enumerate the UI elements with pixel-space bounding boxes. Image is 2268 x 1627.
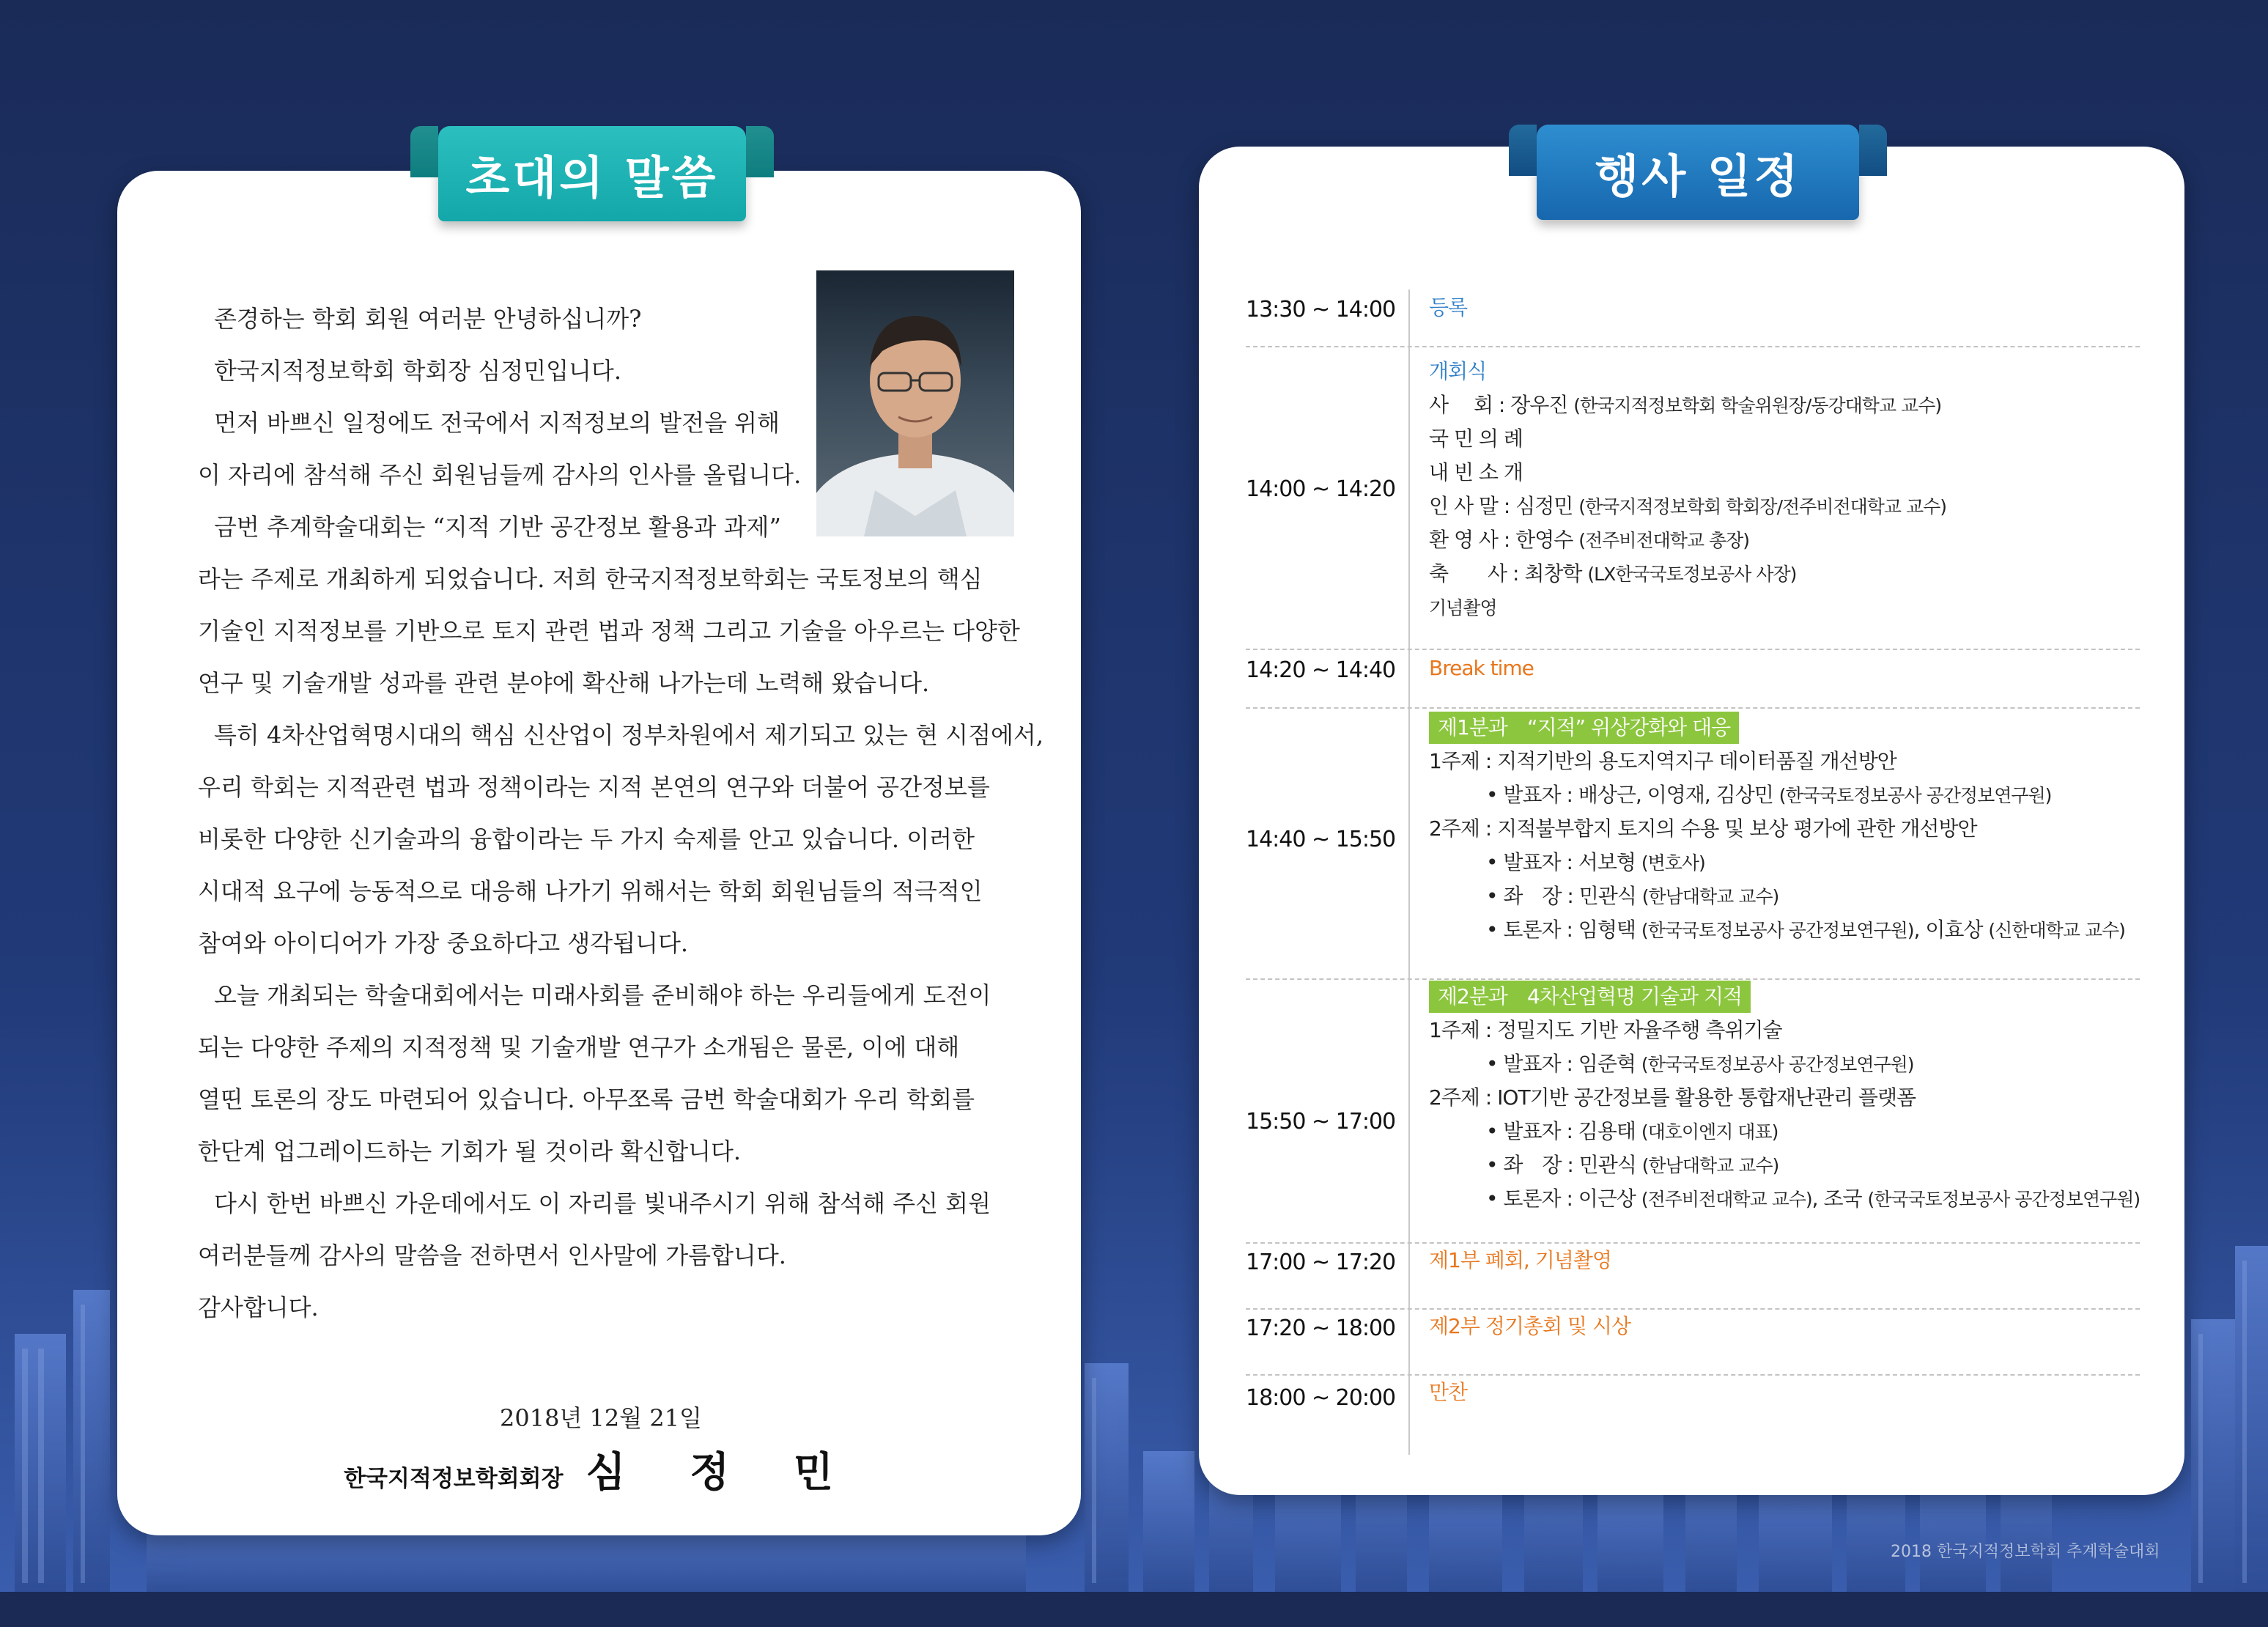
schedule-line (1429, 1081, 2140, 1115)
schedule-time: 17:00 ~ 17:20 (1246, 1250, 1396, 1275)
schedule-affiliation: (전주비전대학교 총장) (1578, 530, 1750, 551)
schedule-line (1429, 388, 1946, 422)
schedule-line-text: 2주제 : 지적불부합지 토지의 수용 및 보상 평가에 관한 개선방안 (1429, 816, 1977, 841)
schedule-line-text: Break time (1429, 656, 1534, 680)
letter-line: 여러분들께 감사의 말씀을 전하면서 인사말에 가름합니다. (198, 1242, 786, 1269)
signer-name: 심 정 민 (586, 1448, 858, 1497)
schedule-line (1429, 1014, 2140, 1047)
schedule-line (1429, 652, 1534, 685)
schedule-line-text: • 좌 장 : 민관식 (1486, 1153, 1642, 1177)
schedule-line (1429, 523, 1946, 557)
schedule-affiliation: (한국국토정보공사 공간정보연구원) (1641, 920, 1914, 941)
letter-line: 존경하는 학회 회원 여러분 안녕하십니까? (214, 305, 642, 333)
welcome-letter-body (198, 293, 1044, 1334)
schedule-time: 14:40 ~ 15:50 (1246, 827, 1396, 852)
schedule-line-text: 만찬 (1429, 1380, 1468, 1404)
schedule-line (1429, 1310, 1630, 1343)
schedule-line-text: 1주제 : 정밀지도 기반 자율주행 측위기술 (1429, 1018, 1782, 1042)
schedule-line-text: 개회식 (1429, 359, 1487, 383)
schedule-row-divider (1246, 978, 2140, 980)
schedule-time: 14:20 ~ 14:40 (1246, 657, 1396, 683)
schedule-line (1429, 913, 2125, 947)
schedule-line (1429, 291, 1467, 325)
schedule-line (1429, 1148, 2140, 1182)
schedule-affiliation: (신한대학교 교수) (1988, 920, 2125, 941)
signature-line (198, 1440, 1004, 1499)
schedule-content (1429, 1376, 1467, 1409)
schedule-line-text: 내 빈 소 개 (1429, 460, 1523, 484)
schedule-divider (1408, 289, 1410, 1455)
schedule-line-text: • 발표자 : 서보형 (1486, 850, 1641, 874)
schedule-line (1429, 557, 1946, 591)
schedule-row-divider (1246, 1242, 2140, 1244)
schedule-line-text: 2주제 : IOT기반 공간정보를 활용한 통합재난관리 플랫폼 (1429, 1085, 1916, 1110)
schedule-content (1429, 1310, 1630, 1343)
letter-line: 시대적 요구에 능동적으로 대응해 나가기 위해서는 학회 회원님들의 적극적인 (198, 877, 983, 905)
schedule-time: 17:20 ~ 18:00 (1246, 1316, 1396, 1341)
schedule-row-divider (1246, 707, 2140, 709)
schedule-tab-header: 행사 일정 (1537, 125, 1859, 220)
schedule-line (1429, 1115, 2140, 1148)
schedule-affiliation: (한남대학교 교수) (1641, 886, 1779, 907)
schedule-row-divider (1246, 1374, 2140, 1376)
schedule-affiliation: (한국국토정보공사 공간정보연구원) (1867, 1189, 2140, 1210)
footer-event-name: 2018 한국지적정보학회 추계학술대회 (1891, 1543, 2160, 1561)
schedule-content (1429, 980, 2140, 1216)
schedule-line-text: 사 회 : 장우진 (1429, 393, 1574, 417)
letter-line: 참여와 아이디어가 가장 중요하다고 생각됩니다. (198, 929, 689, 957)
letter-date: 2018년 12월 21일 (500, 1404, 702, 1432)
schedule-content (1429, 711, 2125, 947)
schedule-line (1429, 1376, 1467, 1409)
schedule-line-text: 1주제 : 지적기반의 용도지역지구 데이터품질 개선방안 (1429, 749, 1896, 773)
schedule-line (1429, 456, 1946, 490)
schedule-line-text: , 이효상 (1913, 918, 1989, 942)
letter-line: 되는 다양한 주제의 지적정책 및 기술개발 연구가 소개됨은 물론, 이에 대해 (198, 1033, 960, 1061)
schedule-line (1429, 355, 1946, 388)
schedule-line-text: • 토론자 : 임형택 (1486, 918, 1641, 942)
letter-line: 한국지적정보학회 학회장 심정민입니다. (214, 357, 622, 385)
letter-line: 먼저 바쁘신 일정에도 전국에서 지적정보의 발전을 위해 (214, 409, 780, 437)
schedule-affiliation: (한국지적정보학회 학회장/전주비전대학교 교수) (1578, 496, 1947, 517)
letter-line: 열띤 토론의 장도 마련되어 있습니다. 아무쪼록 금번 학술대회가 우리 학회를 (198, 1085, 975, 1113)
signer-title: 한국지적정보학회회장 (344, 1466, 564, 1492)
schedule-line-text: • 좌 장 : 민관식 (1486, 884, 1642, 908)
schedule-line-text: • 발표자 : 임준혁 (1486, 1052, 1641, 1076)
letter-line: 다시 한번 바쁘신 가운데에서도 이 자리를 빛내주시기 위해 참석해 주신 회원 (214, 1189, 991, 1217)
schedule-affiliation: (한국국토정보공사 공간정보연구원) (1778, 785, 2052, 806)
schedule-line-text: 제1부 폐회, 기념촬영 (1429, 1248, 1611, 1272)
schedule-line-text: , 조국 (1811, 1187, 1868, 1211)
letter-line: 우리 학회는 지적관련 법과 정책이라는 지적 본연의 연구와 더불어 공간정보를 (198, 773, 990, 801)
letter-line: 특히 4차산업혁명시대의 핵심 신산업이 정부차원에서 제기되고 있는 현 시점에서, (214, 721, 1044, 749)
schedule-affiliation: (변호사) (1641, 852, 1705, 874)
letter-line: 금번 추계학술대회는 “지적 기반 공간정보 활용과 과제” (214, 513, 781, 541)
schedule-line-text: 축 사 : 최창학 (1429, 561, 1588, 586)
schedule-row-divider (1246, 649, 2140, 650)
schedule-line (1429, 591, 1946, 624)
letter-line: 연구 및 기술개발 성과를 관련 분야에 확산해 나가는데 노력해 왔습니다. (198, 669, 930, 697)
schedule-line (1429, 1047, 2140, 1081)
bottom-bar (0, 1592, 2268, 1627)
letter-line: 기술인 지적정보를 기반으로 토지 관련 법과 정책 그리고 기술을 아우르는 다양한 (198, 617, 1020, 645)
schedule-line (1429, 879, 2125, 913)
schedule-line-text: • 발표자 : 김용태 (1486, 1119, 1641, 1143)
schedule-line-text: 등록 (1429, 295, 1468, 320)
letter-line: 라는 주제로 개최하게 되었습니다. 저희 한국지적정보학회는 국토정보의 핵심 (198, 565, 983, 593)
schedule-line-text: 환 영 사 : 한영수 (1429, 528, 1579, 552)
schedule-line (1429, 711, 2125, 745)
schedule-affiliation: (한국국토정보공사 공간정보연구원) (1641, 1054, 1914, 1075)
schedule-line-text: 제1분과 “지적” 위상강화와 대응 (1429, 712, 1739, 744)
schedule-time: 13:30 ~ 14:00 (1246, 297, 1396, 322)
schedule-line (1429, 1182, 2140, 1216)
schedule-line (1429, 812, 2125, 846)
schedule-line-text: 제2분과 4차산업혁명 기술과 지적 (1429, 981, 1751, 1013)
schedule-time: 18:00 ~ 20:00 (1246, 1385, 1396, 1411)
schedule-time: 15:50 ~ 17:00 (1246, 1109, 1396, 1135)
welcome-tab-header: 초대의 말씀 (438, 126, 746, 221)
schedule-affiliation: (LX한국국토정보공사 사장) (1587, 564, 1797, 585)
schedule-line (1429, 745, 2125, 778)
schedule-affiliation: (한국지적정보학회 학술위원장/동강대학교 교수) (1573, 395, 1942, 416)
schedule-row-divider (1246, 346, 2140, 347)
schedule-line (1429, 490, 1946, 523)
schedule-content (1429, 1244, 1611, 1277)
schedule-line (1429, 1244, 1611, 1277)
schedule-line-text: 기념촬영 (1429, 597, 1497, 619)
schedule-affiliation: (전주비전대학교 교수) (1641, 1189, 1812, 1210)
schedule-content (1429, 652, 1534, 685)
schedule-line-text: • 토론자 : 이근상 (1486, 1187, 1641, 1211)
schedule-line-text: 인 사 말 : 심정민 (1429, 494, 1579, 518)
letter-line: 한단계 업그레이드하는 기회가 될 것이라 확신합니다. (198, 1137, 742, 1165)
schedule-line-text: 국 민 의 례 (1429, 427, 1523, 451)
letter-line: 비롯한 다양한 신기술과의 융합이라는 두 가지 숙제를 안고 있습니다. 이러한 (198, 825, 975, 853)
schedule-affiliation: (대호이엔지 대표) (1641, 1121, 1778, 1143)
schedule-line (1429, 778, 2125, 812)
schedule-time: 14:00 ~ 14:20 (1246, 476, 1396, 502)
schedule-line (1429, 422, 1946, 456)
letter-line: 오늘 개최되는 학술대회에서는 미래사회를 준비해야 하는 우리들에게 도전이 (214, 981, 991, 1009)
schedule-line-text: • 발표자 : 배상근, 이영재, 김상민 (1486, 783, 1779, 807)
letter-line: 이 자리에 참석해 주신 회원님들께 감사의 인사를 올립니다. (198, 461, 802, 489)
schedule-row-divider (1246, 1308, 2140, 1310)
schedule-content (1429, 355, 1946, 624)
schedule-content (1429, 291, 1467, 325)
schedule-affiliation: (한남대학교 교수) (1641, 1155, 1779, 1176)
schedule-line-text: 제2부 정기총회 및 시상 (1429, 1314, 1630, 1338)
letter-line: 감사합니다. (198, 1294, 319, 1321)
schedule-line (1429, 980, 2140, 1014)
schedule-line (1429, 846, 2125, 879)
